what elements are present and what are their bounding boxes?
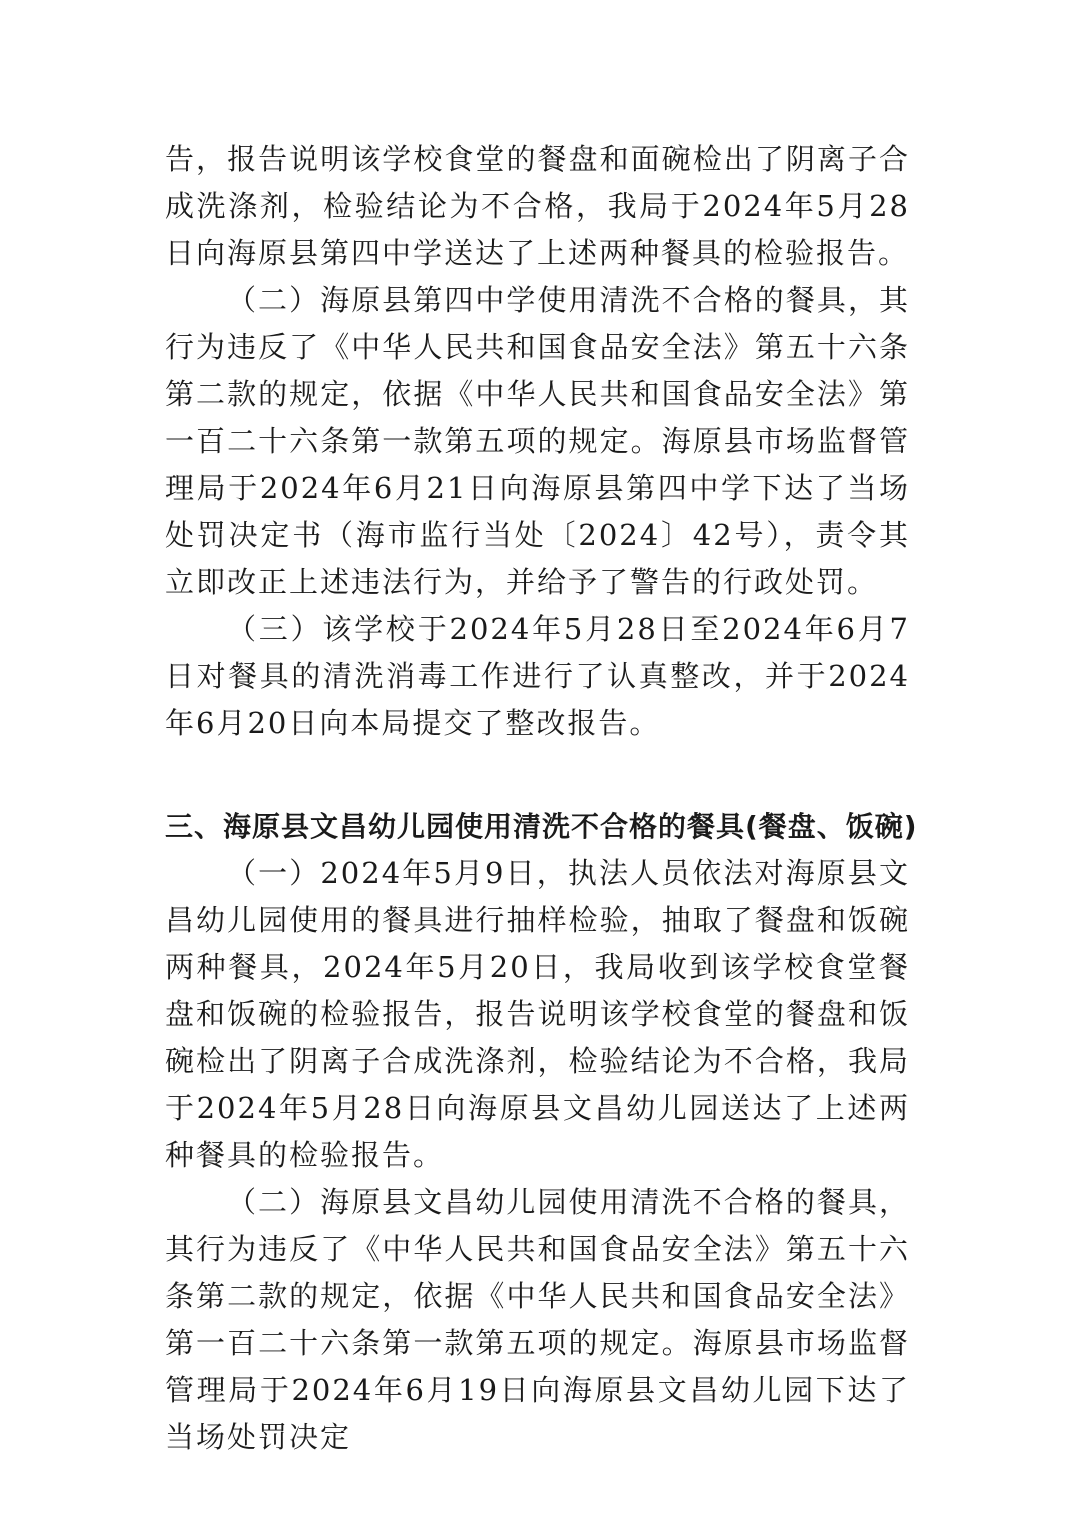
document-body — [165, 136, 918, 1461]
paragraph-continuation: 告，报告说明该学校食堂的餐盘和面碗检出了阴离子合成洗涤剂，检验结论为不合格，我局于2024年5月28日向海原县第四中学送达了上述两种餐具的检验报告。 — [165, 142, 910, 270]
paragraph-section3-item2: （二）海原县文昌幼儿园使用清洗不合格的餐具，其行为违反了《中华人民共和国食品安全法》第五十六条第二款的规定，依据《中华人民共和国食品安全法》第一百二十六条第一款第五项的规定。海原县市场监督管理局于2024年6月19日向海原县文昌幼儿园下达了当场处罚决定 — [165, 1185, 910, 1454]
section-heading-3: 三、海原县文昌幼儿园使用清洗不合格的餐具(餐盘、饭碗) — [165, 810, 918, 843]
paragraph-section2-item2: （二）海原县第四中学使用清洗不合格的餐具，其行为违反了《中华人民共和国食品安全法》第五十六条第二款的规定，依据《中华人民共和国食品安全法》第一百二十六条第一款第五项的规定。海原县市场监督管理局于2024年6月21日向海原县第四中学下达了当场处罚决定书（海市监行当处〔2024〕42号），责令其立即改正上述违法行为，并给予了警告的行政处罚。 — [165, 283, 910, 599]
paragraph-section2-item3: （三）该学校于2024年5月28日至2024年6月7日对餐具的清洗消毒工作进行了认真整改，并于2024年6月20日向本局提交了整改报告。 — [165, 612, 910, 740]
paragraph-section3-item1: （一）2024年5月9日，执法人员依法对海原县文昌幼儿园使用的餐具进行抽样检验，抽取了餐盘和饭碗两种餐具，2024年5月20日，我局收到该学校食堂餐盘和饭碗的检验报告，报告说明该学校食堂的餐盘和饭碗检出了阴离子合成洗涤剂，检验结论为不合格，我局于2024年5月28日向海原县文昌幼儿园送达了上述两种餐具的检验报告。 — [165, 856, 910, 1172]
